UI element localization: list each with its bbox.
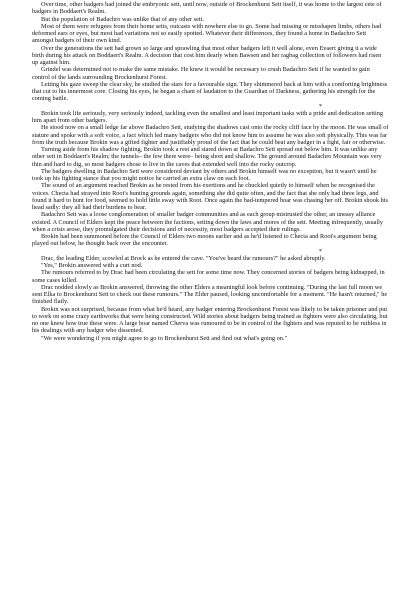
paragraph: Drac nodded slowly as Brokin answered, throwing the other Elders a meaningful look before continuing. "During the last full moon we sent Elka to Brockenhurst Sett to check out these rumours." The Elder paused, looking uncomfortable for a moment. "He hasn't returned," he finished flatly.	[32, 283, 388, 306]
section-1	[32, 1, 389, 103]
paragraph: Over the generations the sett had grown so large and sprawling that most other badgers left it well alone, even Evaert giving it a wide birth during his attack on Boddaert's Realm. A decision that cost him dearly when Bawsen and her ragbag collection of followers had risen up against him.	[32, 44, 382, 66]
paragraph: But the population of Badachro was unlike that of any other sett.	[41, 15, 204, 23]
scene-separator: *	[318, 247, 323, 255]
paragraph: "Yes," Brokin answered with a curt nod.	[41, 262, 143, 269]
paragraph: Brokin took life seriously, very seriously indeed, tackling even the smallest and least important tasks with a pride and dedication setting him apart from other badgers.	[32, 109, 383, 124]
paragraph: Drac, the leading Elder, scowled at Brock as he entered the cave. "You've heard the rumours?" he asked abruptly.	[41, 254, 326, 262]
section-3	[32, 255, 389, 342]
paragraph: Turning aside from his shadow fighting, Brokin took a rest and stared down at Badachro Sett spread out below him. It was unlike any other sett in Boddaert's Realm; the tunnels– the few there were– being short and shallow. The ground around Badachro Mountain was very thin and hard to dig, so most badgers chose to live in the caves that extended well into the rocky outcrop.	[32, 146, 382, 168]
paragraph: The rumours referred to by Drac had been circulating the sett for some time now. They concerned stories of badgers being kidnapped, in some cases killed.	[32, 269, 385, 284]
paragraph: The sound of an argument reached Brokin as he rested from his exertions and he chuckled quietly to himself when he recognised the voices. Checta had strayed into Root's hunting grounds again, something she did quite often, and the fact that she only had three legs, and found it hard to hunt for food, seemed to hold little sway with Root. Once again the bad-tempered boar was chasing her off. Brokin shook his head sadly: they all had their burdens to bear.	[32, 182, 388, 211]
paragraph: Grindel was determined not to make the same mistake. He knew it would be necessary to crush Badachro Sett if he wanted to gain control of the lands surrounding Brockenhurst Forest.	[32, 66, 370, 81]
scene-separator: *	[318, 102, 323, 110]
paragraph: Over time, other badgers had joined the embryonic sett, until now, outside of Brockenhurst Sett itself, it was home to the largest cete of badgers in Boddaert's Realm.	[32, 1, 382, 16]
paragraph: The badgers dwelling in Badachro Sett were considered deviant by others and Brokin himself was no exception, but it wasn't until he took up his fighting stance that you might notice he carried an extra claw on each foot.	[32, 167, 377, 182]
paragraph: Brokin was not surprised, because from what he'd heard, any badger entering Brockenhurst Forest was likely to be taken prisoner and put to work on some crazy earthworks that were being constructed. Wild stories about badgers being trained as fighters were also circulating, but no one knew how true these were. A large boar named Cherva was rumoured to be in control of the fighters and was reputed to be ruthless in his dealings with any badger who dissented.	[32, 305, 388, 335]
paragraph: "We were wondering if you might agree to go to Brockenhurst Sett and find out what's going on."	[41, 334, 288, 342]
paragraph: He stood now on a small ledge far above Badachro Sett, studying the shadows cast onto the rocky cliff face by the moon. He was small of stature and spoke with a soft voice, a fact which led many badgers who did not know him to assume he was also soft physically. This was far from the truth because Brokin was a gifted fighter and justifiably proud of the fact that he could beat any badger in a fight, fair or otherwise.	[32, 124, 389, 146]
paragraph: Most of them were refugees from their home setts, outcasts with nowhere else to go. Some had missing or misshapen limbs, others had deformed ears or eyes, but most had variations not so easily spotted. Whatever their differences, they found a home in Badachro Sett amongst badgers of their own kind.	[32, 22, 382, 45]
paragraph: Letting his gaze sweep the clear sky, he studied the stars for a favourable sign. They shimmered back at him with a comforting brightness that cut to his innermost core. Closing his eyes, he began a chant of laudation to the Guardian of Darkness, gathering his strength for the coming battle.	[32, 80, 388, 103]
section-2	[32, 110, 389, 248]
paragraph: Badachro Sett was a loose conglomeration of smaller badger communities and as each group mistrusted the other, an uneasy alliance existed. A Council of Elders kept the peace between the factions, setting down the laws and mores of the sett. Meeting infrequently, usually when a crisis arose, they promulgated their decisions and of necessity, most badgers accepted their rulings.	[32, 211, 384, 233]
paragraph: Brokin had been summoned before the Council of Elders two moons earlier and as he'd listened to Checta and Root's argument being played out below, he thought back over the encounter.	[32, 233, 377, 248]
